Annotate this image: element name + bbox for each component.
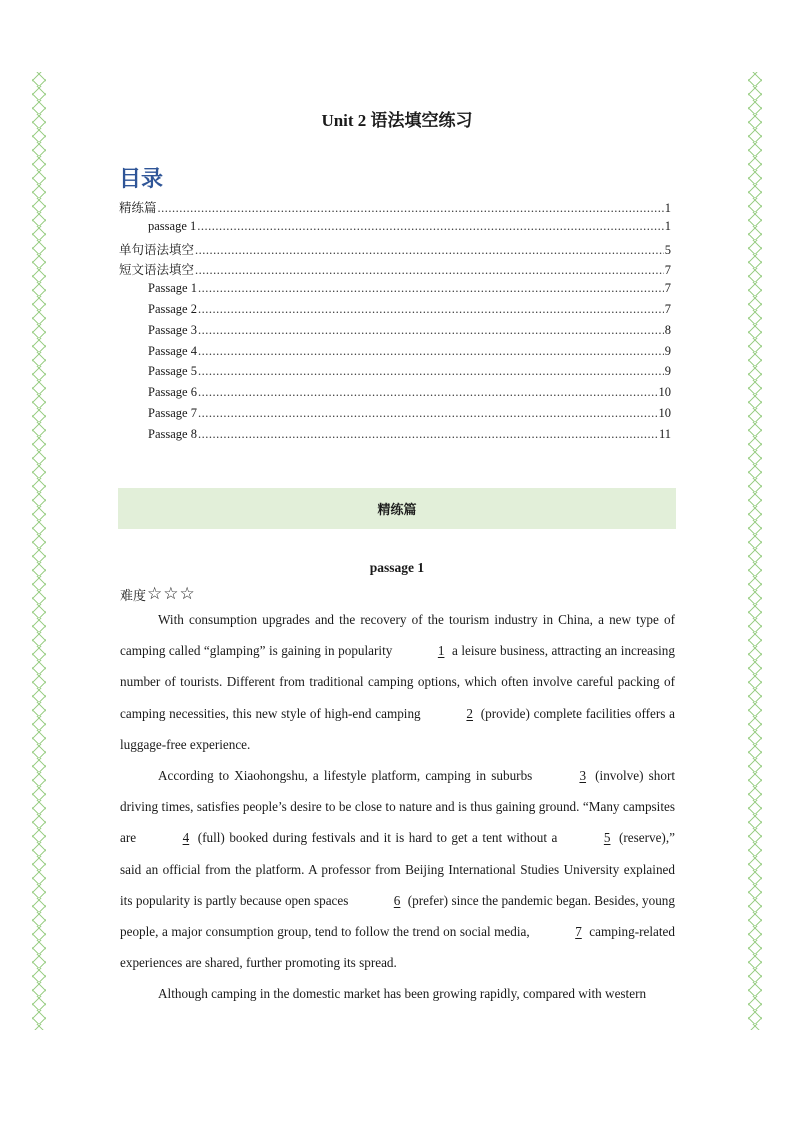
blank-4: 4	[182, 830, 190, 846]
text-run: (reserve),” said an official from the platform. A professor from Beijing International Studies University explained its popularity is partly because open spaces	[120, 830, 675, 908]
toc-entry[interactable]	[119, 260, 671, 281]
toc-entry[interactable]	[119, 240, 671, 261]
page-title: Unit 2 语法填空练习	[321, 111, 473, 130]
toc-entry-label: 单句语法填空	[119, 242, 195, 257]
table-of-contents	[119, 198, 671, 448]
toc-entry[interactable]	[119, 302, 671, 323]
paragraph-2	[120, 760, 675, 978]
toc-entry[interactable]	[119, 323, 671, 344]
passage-body	[120, 604, 675, 1010]
star-icon: ☆	[163, 584, 179, 604]
toc-leader-dots	[198, 364, 664, 379]
text-run: With consumption upgrades and the recovery of the tourism industry in China, a new type of camping called “glamping” is gaining in popularity	[120, 612, 675, 659]
toc-entry-label: Passage 1	[148, 281, 197, 296]
star-icon: ☆	[179, 584, 195, 604]
toc-entry[interactable]	[119, 364, 671, 385]
toc-entry-label: Passage 4	[148, 343, 197, 358]
toc-entry-page: 9	[664, 343, 671, 358]
toc-entry-label: 精练篇	[119, 201, 157, 215]
toc-entry-page: 11	[658, 426, 671, 441]
decorative-border-left	[32, 72, 46, 1030]
blank-3: 3	[579, 768, 587, 784]
toc-entry[interactable]	[119, 406, 671, 427]
text-run: (prefer) since the pandemic began. Besides, young people, a major consumption group, tend to follow the trend on social media,	[120, 892, 675, 940]
toc-entry-page: 7	[664, 263, 671, 278]
toc-entry-label: Passage 2	[148, 301, 197, 316]
toc-leader-dots	[198, 427, 658, 442]
toc-entry-label: Passage 8	[148, 426, 197, 441]
difficulty-label: 难度	[120, 587, 147, 603]
toc-leader-dots	[158, 201, 664, 216]
blank-2: 2	[466, 705, 474, 721]
toc-entry[interactable]	[119, 281, 671, 302]
toc-leader-dots	[197, 219, 664, 234]
text-run: According to Xiaohongshu, a lifestyle platform, camping in suburbs	[158, 768, 538, 784]
text-run: (involve) short driving times, satisfies people’s desire to be close to nature and is thus gaining ground. “Many campsites are	[120, 768, 676, 846]
toc-entry-page: 1	[664, 201, 671, 215]
toc-leader-dots	[198, 385, 658, 400]
toc-entry-label: Passage 6	[148, 385, 197, 400]
toc-entry-page: 10	[658, 385, 671, 400]
toc-entry[interactable]	[119, 219, 671, 240]
toc-entry-label: Passage 5	[148, 364, 197, 379]
toc-entry[interactable]	[119, 344, 671, 365]
text-run: (provide) complete facilities offers a luggage-free experience.	[120, 705, 676, 752]
blank-5: 5	[603, 830, 611, 846]
toc-leader-dots	[195, 243, 664, 258]
toc-entry-label: Passage 3	[148, 322, 197, 337]
difficulty-rating	[120, 584, 195, 604]
blank-1: 1	[437, 643, 445, 659]
toc-leader-dots	[198, 281, 664, 296]
toc-leader-dots	[198, 344, 664, 359]
toc-entry-page: 10	[658, 405, 671, 420]
toc-heading: 目录	[119, 167, 164, 192]
toc-leader-dots	[198, 406, 658, 421]
toc-entry-page: 5	[664, 242, 671, 257]
passage-title: passage 1	[369, 560, 425, 575]
toc-entry[interactable]	[119, 198, 671, 219]
toc-entry-page: 7	[664, 301, 671, 316]
decorative-border-right	[748, 72, 762, 1030]
blank-6: 6	[393, 892, 401, 908]
toc-entry-label: Passage 7	[148, 405, 197, 420]
toc-leader-dots	[198, 323, 664, 338]
text-run: Although camping in the domestic market has been growing rapidly, compared with western	[158, 986, 647, 1002]
section-banner: 精练篇	[118, 488, 676, 529]
star-icon: ☆	[147, 584, 163, 604]
text-run: camping-related experiences are shared, further promoting its spread.	[120, 924, 675, 971]
toc-entry-label: 短文语法填空	[119, 263, 195, 278]
toc-entry[interactable]	[119, 385, 671, 406]
toc-entry[interactable]	[119, 427, 671, 448]
toc-entry-page: 9	[664, 364, 671, 379]
toc-leader-dots	[198, 302, 664, 317]
toc-entry-label: passage 1	[148, 218, 197, 233]
blank-7: 7	[575, 924, 582, 940]
toc-entry-page: 7	[664, 281, 671, 296]
paragraph-1	[120, 604, 675, 760]
text-run: (full) booked during festivals and it is hard to get a tent without a	[193, 830, 562, 846]
toc-entry-page: 1	[664, 218, 671, 233]
toc-leader-dots	[195, 263, 664, 278]
toc-entry-page: 8	[664, 322, 671, 337]
text-run: a leisure business, attracting an increasing number of tourists. Different from traditional camping options, which often involve careful packing of camping necessities, this new style of high-end camping	[120, 643, 675, 721]
paragraph-3	[120, 978, 675, 1009]
